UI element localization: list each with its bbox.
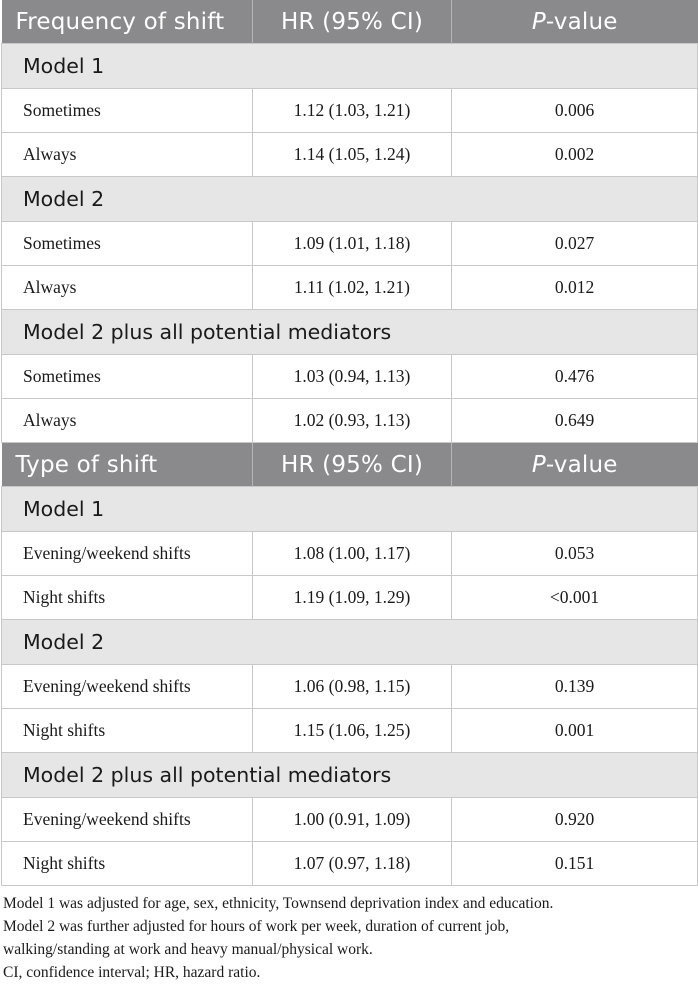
table-header-type (2, 443, 698, 487)
model-label: Model 2 plus all potential mediators (2, 753, 698, 798)
p-value: 0.002 (452, 133, 698, 177)
table-row (2, 665, 698, 709)
model-row (2, 44, 698, 89)
p-value: 0.649 (452, 399, 698, 443)
table-row (2, 89, 698, 133)
footnote-line: Model 2 was further adjusted for hours of work per week, duration of current job, (3, 918, 510, 935)
hazard-ratio-table (1, 0, 698, 886)
row-label: Always (2, 133, 253, 177)
header-p-italic: P (531, 8, 546, 35)
p-value: <0.001 (452, 576, 698, 620)
table-row (2, 532, 698, 576)
row-label: Evening/weekend shifts (2, 798, 253, 842)
table-row (2, 399, 698, 443)
header-hr: HR (95% CI) (253, 0, 452, 44)
hr-value: 1.15 (1.06, 1.25) (253, 709, 452, 753)
table-row (2, 133, 698, 177)
footnote-line: CI, confidence interval; HR, hazard ratio. (3, 964, 261, 981)
p-value: 0.476 (452, 355, 698, 399)
header-p-rest: -value (545, 8, 618, 35)
model-row (2, 753, 698, 798)
hr-value: 1.11 (1.02, 1.21) (253, 266, 452, 310)
table-row (2, 842, 698, 886)
model-label: Model 2 (2, 177, 698, 222)
header-p-italic: P (531, 451, 546, 478)
hr-value: 1.02 (0.93, 1.13) (253, 399, 452, 443)
table-row (2, 222, 698, 266)
p-value: 0.053 (452, 532, 698, 576)
table-footnotes (3, 892, 698, 984)
hr-value: 1.07 (0.97, 1.18) (253, 842, 452, 886)
p-value: 0.139 (452, 665, 698, 709)
p-value: 0.012 (452, 266, 698, 310)
header-frequency-of-shift: Frequency of shift (2, 0, 253, 44)
table-row (2, 798, 698, 842)
header-p-value (452, 0, 698, 44)
row-label: Always (2, 266, 253, 310)
table-header-frequency (2, 0, 698, 44)
footnote-line: walking/standing at work and heavy manual/physical work. (3, 941, 373, 958)
p-value: 0.001 (452, 709, 698, 753)
row-label: Evening/weekend shifts (2, 665, 253, 709)
hr-value: 1.08 (1.00, 1.17) (253, 532, 452, 576)
header-p-rest: -value (545, 451, 618, 478)
row-label: Sometimes (2, 355, 253, 399)
hr-value: 1.00 (0.91, 1.09) (253, 798, 452, 842)
hr-value: 1.12 (1.03, 1.21) (253, 89, 452, 133)
header-type-of-shift: Type of shift (2, 443, 253, 487)
row-label: Night shifts (2, 709, 253, 753)
model-label: Model 1 (2, 487, 698, 532)
model-row (2, 620, 698, 665)
table-row (2, 266, 698, 310)
model-label: Model 1 (2, 44, 698, 89)
table-row (2, 355, 698, 399)
hr-value: 1.06 (0.98, 1.15) (253, 665, 452, 709)
model-label: Model 2 plus all potential mediators (2, 310, 698, 355)
row-label: Night shifts (2, 842, 253, 886)
hr-value: 1.03 (0.94, 1.13) (253, 355, 452, 399)
model-row (2, 177, 698, 222)
model-row (2, 487, 698, 532)
footnote-line: Model 1 was adjusted for age, sex, ethnicity, Townsend deprivation index and education. (3, 895, 554, 912)
header-hr: HR (95% CI) (253, 443, 452, 487)
row-label: Evening/weekend shifts (2, 532, 253, 576)
model-label: Model 2 (2, 620, 698, 665)
p-value: 0.006 (452, 89, 698, 133)
row-label: Sometimes (2, 89, 253, 133)
model-row (2, 310, 698, 355)
row-label: Sometimes (2, 222, 253, 266)
header-p-value (452, 443, 698, 487)
hr-value: 1.14 (1.05, 1.24) (253, 133, 452, 177)
p-value: 0.027 (452, 222, 698, 266)
p-value: 0.920 (452, 798, 698, 842)
table-row (2, 576, 698, 620)
row-label: Always (2, 399, 253, 443)
hr-value: 1.09 (1.01, 1.18) (253, 222, 452, 266)
table-row (2, 709, 698, 753)
row-label: Night shifts (2, 576, 253, 620)
hr-value: 1.19 (1.09, 1.29) (253, 576, 452, 620)
p-value: 0.151 (452, 842, 698, 886)
